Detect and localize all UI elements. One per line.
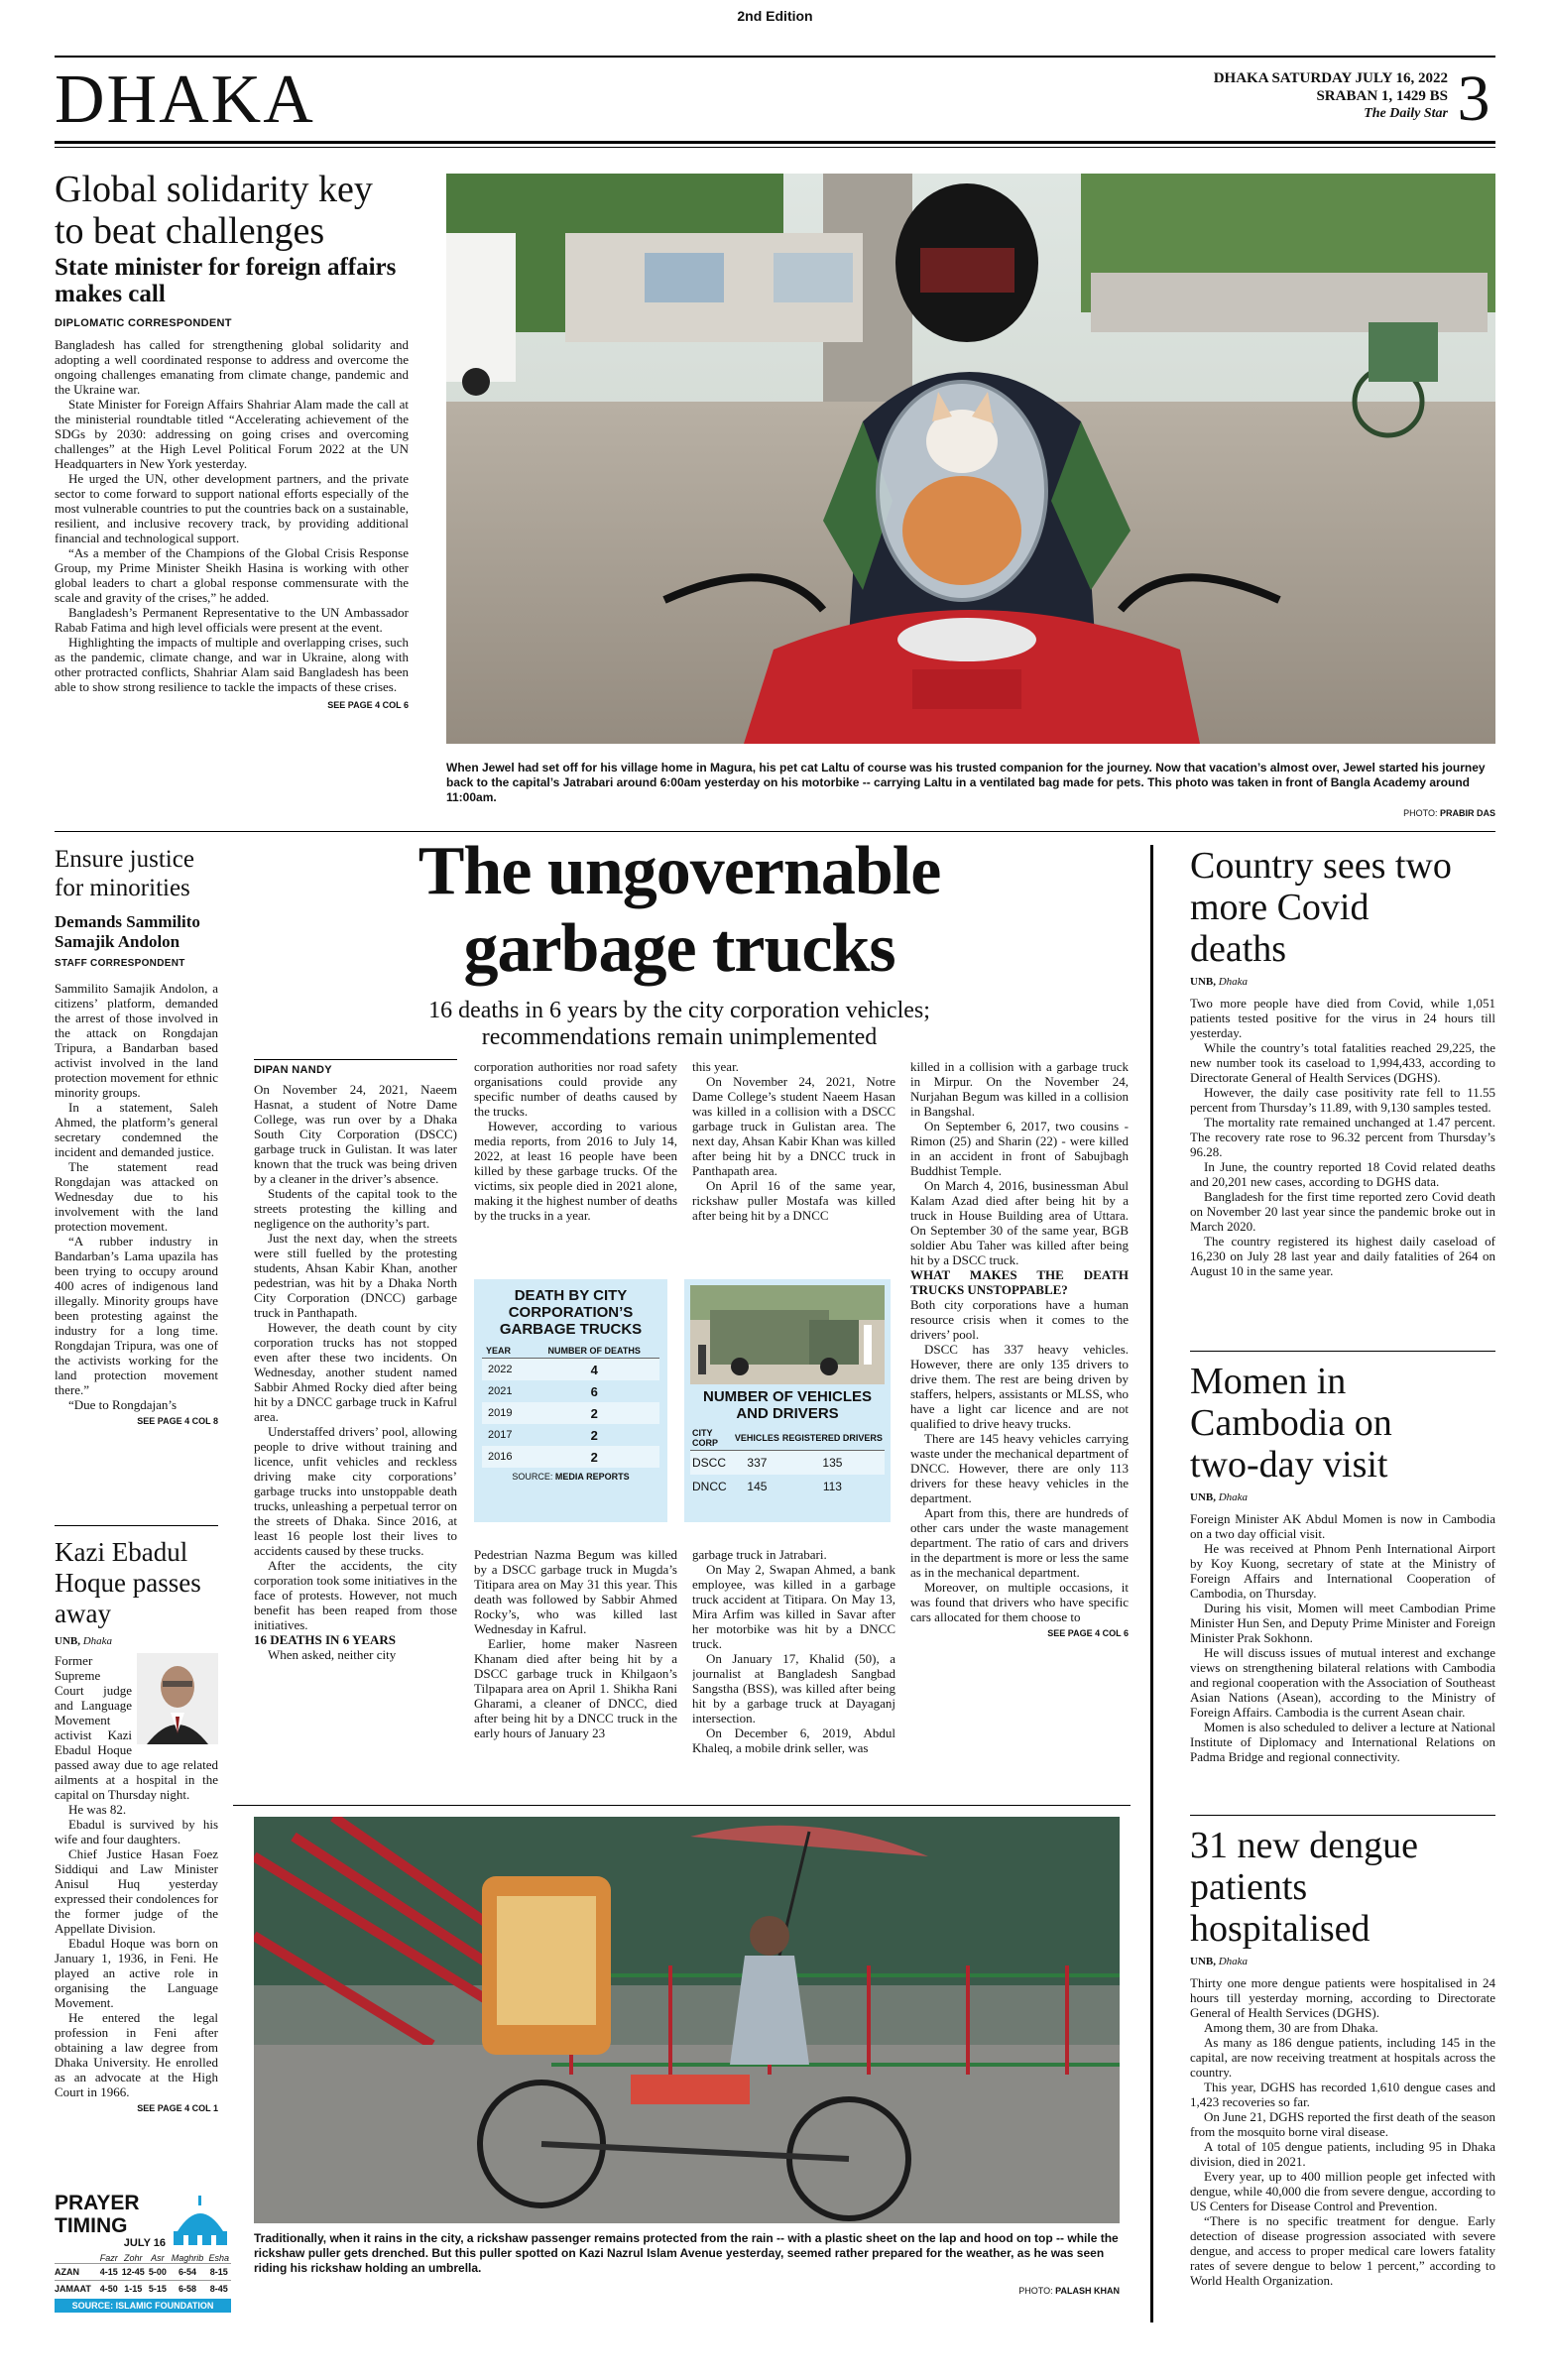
paragraph: On April 16 of the same year, rickshaw puller Mostafa was killed after being hit by a DNCC <box>692 1178 895 1223</box>
year-cell: 2016 <box>488 1451 513 1463</box>
column-rule <box>55 1525 218 1526</box>
photo-caption-bottom <box>254 2231 1120 2279</box>
paragraph: He was received at Phnom Penh International Airport by Koy Kuong, secretary of state at the Ministry of Foreign Affairs and International Cooperation of Cambodia, on Thursday. <box>1190 1541 1495 1601</box>
deck-line: 16 deaths in 6 years by the city corporation vehicles; <box>428 998 930 1023</box>
masthead-bottom-rule-thin <box>55 147 1495 148</box>
deck-line: recommendations remain unimplemented <box>481 1024 878 1050</box>
paragraph: In June, the country reported 18 Covid related deaths and 20,201 new cases, according to DGHS data. <box>1190 1159 1495 1189</box>
prayer-header-cell: Asr <box>151 2253 165 2263</box>
prayer-cell: 8-15 <box>209 2267 228 2277</box>
masthead-bottom-rule <box>55 141 1495 144</box>
story-byline <box>1190 1491 1495 1503</box>
garbage-col-3-bottom <box>692 1547 895 1785</box>
column-rule <box>1190 1815 1495 1816</box>
value-cell: 145 <box>747 1480 768 1493</box>
garbage-col-2-bottom <box>474 1547 677 1785</box>
credit-name: PALASH KHAN <box>1055 2286 1120 2296</box>
prayer-cell: 4-15 <box>99 2267 118 2277</box>
edition-label: 2nd Edition <box>737 8 813 24</box>
garbage-headline[interactable] <box>238 833 1121 988</box>
paragraph: Apart from this, there are hundreds of other cars under the waste management department. The ratio of cars and drivers in the department is more or less the same as in the mechanical department. <box>910 1505 1129 1580</box>
prayer-title-2: TIMING <box>55 2214 128 2237</box>
story-body <box>55 981 218 1412</box>
byline-place: Dhaka <box>1218 1491 1249 1503</box>
prayer-cell: AZAN <box>55 2267 79 2277</box>
prayer-row <box>55 2264 231 2281</box>
rickshaw-image <box>254 1817 1120 2223</box>
prayer-header-row <box>55 2253 231 2264</box>
paragraph: State Minister for Foreign Affairs Shahriar Alam made the call at the ministerial roundtable titled “Accelerating achievement of the SDGs by 2030: addressing on going crises and overcoming challenges” at the High Level Political Forum 2022 at the UN Headquarters in New York yesterday. <box>55 397 409 471</box>
story-byline <box>1190 976 1495 988</box>
paragraph: On March 4, 2016, businessman Abul Kalam Azad died after being hit by a truck in House Building area of Uttara. On September 30 of the same year, BGB soldier Abu Taher was killed after being hit by a DSCC truck. <box>910 1178 1129 1267</box>
vehicles-table-title: NUMBER OF VEHICLES AND DRIVERS <box>702 1388 872 1422</box>
byline-agency: UNB, <box>1190 1491 1216 1503</box>
story-body <box>910 1059 1129 1624</box>
headline-line: The ungovernable <box>417 833 941 909</box>
photo-credit-top <box>1289 808 1495 818</box>
story-headline[interactable]: Ensure justice for minorities <box>55 846 194 901</box>
deaths-table-header <box>482 1344 659 1359</box>
deaths-table-row <box>482 1424 659 1446</box>
date-block <box>1091 69 1448 123</box>
paragraph: A total of 105 dengue patients, including 95 in Dhaka division, died in 2021. <box>1190 2139 1495 2169</box>
paragraph: He was 82. <box>68 1802 127 1817</box>
value-cell: 337 <box>747 1456 768 1470</box>
column-rule-vertical <box>1150 845 1153 2322</box>
section-rule <box>55 831 1495 832</box>
prayer-cell: 8-45 <box>209 2284 228 2294</box>
story-subheading: 16 DEATHS IN 6 YEARS <box>254 1632 397 1647</box>
garbage-deck <box>238 998 1121 1051</box>
prayer-header-cell: Fazr <box>99 2253 118 2263</box>
deaths-table <box>482 1344 659 1468</box>
byline-place: Dhaka <box>1218 1956 1249 1967</box>
story-headline[interactable]: Country sees two more Covid deaths <box>1190 845 1452 970</box>
caption-text: When Jewel had set off for his village home in Magura, his pet cat Laltu of course was his trusted companion for the journey. Now that vacation’s almost over, Jewel started his journey back to the capital’s Jatrabari around 6:00am yesterday on his motorbike -- carrying Laltu in a ventilated bag made for pets. This photo was taken in front of Bangla Academy around 11:00am. <box>446 761 1486 804</box>
paragraph: On September 6, 2017, two cousins - Rimon (25) and Sharin (22) - were killed in an accident in front of Sabujbagh Buddhist Temple. <box>910 1119 1129 1178</box>
paragraph: On November 24, 2021, Notre Dame College’s student Naeem Hasan was killed in a collision with a DSCC garbage truck in Gulistan area. The next day, Ahsan Kabir Khan was killed after being hit by a DNCC truck in Panthapath area. <box>692 1074 895 1178</box>
paragraph: “As a member of the Champions of the Global Crisis Response Group, my Prime Minister Sheikh Hasina is working with other global leaders to chart a global response commensurate with the scale and gravity of the crises,” he added. <box>55 545 409 605</box>
byline-agency: UNB, <box>1190 976 1216 988</box>
continuation-link[interactable]: SEE PAGE 4 COL 1 <box>137 2103 218 2113</box>
header-cell: REGISTERED DRIVERS <box>781 1433 883 1443</box>
paragraph: Highlighting the impacts of multiple and overlapping crises, such as the pandemic, climate change, and war in Ukraine, along with other protracted conflicts, Shahriar Alam said Bangladesh has been able to show strong resilience to tackle the impacts of these crises. <box>55 635 409 694</box>
bengali-date-line: SRABAN 1, 1429 BS <box>1316 88 1448 104</box>
paragraph: Foreign Minister AK Abdul Momen is now in Cambodia on a two day official visit. <box>1190 1511 1495 1541</box>
vehicles-table-box <box>684 1279 891 1522</box>
paragraph: However, the death count by city corporation trucks has not stopped even after these two incidents. On Wednesday, another student named Sabbir Ahmed Rocky died after being hit by a DNCC garbage truck in Kafrul area. <box>254 1320 457 1424</box>
paragraph: DSCC has 337 heavy vehicles. However, there are only 135 drivers to drive them. The rest are being driven by staffers, helpers, assistants or MLSS, who have a light car licence and are not qualified to drive heavy trucks. <box>910 1342 1129 1431</box>
story-body <box>1190 996 1495 1278</box>
paragraph: Understaffed drivers’ pool, allowing people to drive without training and licence, unfit vehicles and reckless driving make city corporations’ garbage trucks into unstoppable death trucks, unleashing a perpetual terror on the streets of Dhaka. Since 2016, at least 16 people lost their lives to accidents caused by these trucks. <box>254 1424 457 1558</box>
paragraph: “There is no specific treatment for dengue. Early detection of disease progression associated with severe dengue, and access to proper medical care lowers fatality rates of severe dengue to below 1 percent,” according to World Health Organization. <box>1190 2213 1495 2288</box>
paragraph: “Due to Rongdajan’s <box>68 1397 178 1412</box>
paragraph: Earlier, home maker Nasreen Khanam died after being hit by a DSCC garbage truck in Khilgaon’s Tilpapara area on April 1. Shikha Rani Gharami, a cleaner of DNCC, died after being hit by a DNCC truck in the early hours of January 23 <box>474 1636 677 1740</box>
story-dengue <box>1190 1825 1495 2340</box>
paragraph: On January 17, Khalid (50), a journalist at Bangladesh Sangbad Sangstha (BSS), was killed after being hit by a garbage truck at Dayaganj intersection. <box>692 1651 895 1726</box>
prayer-cell: JAMAAT <box>55 2284 91 2294</box>
vehicles-table-header <box>690 1426 885 1451</box>
corp-cell: DSCC <box>692 1456 727 1470</box>
paragraph: corporation authorities nor road safety organisations could provide any specific number of deaths caused by the trucks. <box>474 1059 677 1119</box>
continuation-link[interactable]: SEE PAGE 4 COL 6 <box>327 700 409 710</box>
photo-rickshaw-umbrella <box>254 1817 1120 2223</box>
year-cell: 2019 <box>488 1407 513 1419</box>
paragraph: Former Supreme Court judge and Language Movement activist Kazi Ebadul Hoque passed away due to age related ailments at a hospital in the capital on Thursday night. <box>55 1653 218 1802</box>
headline-line: garbage trucks <box>463 910 895 987</box>
date-line: DHAKA SATURDAY JULY 16, 2022 <box>1213 70 1448 86</box>
photo-caption-top <box>446 761 1495 810</box>
garbage-col-1 <box>254 1059 457 1783</box>
garbage-truck-image <box>690 1285 885 1384</box>
paragraph: killed in a collision with a garbage truck in Mirpur. On the November 24, Nurjahan Begum was killed in a collision in Bangshal. <box>910 1059 1129 1119</box>
garbage-col-4 <box>910 1059 1129 1793</box>
paragraph: Ebadul Hoque was born on January 1, 1936, in Feni. He played an active role in organising the Language Movement. <box>55 1936 218 2010</box>
paragraph: When asked, neither city <box>268 1647 397 1662</box>
deaths-cell: 2 <box>590 1427 598 1443</box>
paragraph: Both city corporations have a human resource crisis when it comes to the drivers’ pool. <box>910 1297 1129 1342</box>
story-subhead: State minister for foreign affairs makes call <box>55 254 397 307</box>
page-number: 3 <box>1457 62 1490 135</box>
paragraph: He will discuss issues of mutual interest and exchange views on strengthening bilateral relations with Cambodia and regional cooperation with the Association of Southeast Asian Nations (Asean), according to the Ministry of Foreign Affairs. Cambodia is the current Asean chair. <box>1190 1645 1495 1720</box>
byline-place: Dhaka <box>1218 976 1249 988</box>
paragraph: He urged the UN, other development partners, and the private sector to come forward to support national efforts especially of the most vulnerable countries to put the countries back on a sustainable, resilient, and inclusive recovery track, by providing additional financial and technological support. <box>55 471 409 545</box>
motorbike-cat-image <box>446 174 1495 744</box>
paragraph: garbage truck in Jatrabari. <box>692 1547 827 1562</box>
vehicles-table-row <box>690 1475 885 1498</box>
paragraph: Chief Justice Hasan Foez Siddiqui and Law Minister Anisul Huq yesterday expressed their condolences for the former judge of the Appellate Division. <box>55 1846 218 1936</box>
story-headline[interactable]: Kazi Ebadul Hoque passes away <box>55 1537 201 1628</box>
prayer-date: JULY 16 <box>123 2237 166 2249</box>
prayer-cell: 12-45 <box>121 2267 145 2277</box>
story-byline <box>1190 1956 1495 1967</box>
portrait-photo <box>137 1653 218 1744</box>
story-headline[interactable]: Momen in Cambodia on two-day visit <box>1190 1361 1392 1486</box>
paragraph: However, according to various media reports, from 2016 to July 14, 2022, at least 16 people have been killed by these garbage trucks. Of the victims, six people died in 2021 alone, making it the highest number of deaths by the trucks in a year. <box>474 1119 677 1223</box>
story-subheading: WHAT MAKES THE DEATH TRUCKS UNSTOPPABLE? <box>910 1267 1129 1297</box>
story-body <box>1190 1511 1495 1764</box>
story-momen <box>1190 1361 1495 1817</box>
paragraph: Every year, up to 400 million people get infected with dengue, while 40,000 die from severe dengue, according to US Centers for Disease Control and Prevention. <box>1190 2169 1495 2213</box>
story-body <box>55 1653 218 2099</box>
prayer-header-cell: Zohr <box>124 2253 143 2263</box>
paragraph: Sammilito Samajik Andolon, a citizens’ platform, demanded the arrest of those involved in the attack on Rongdajan Tripura, a Bandarban based activist involved in the land protection movement for ethnic minority groups. <box>55 981 218 1100</box>
deaths-cell: 2 <box>590 1405 598 1421</box>
header-cell: VEHICLES <box>734 1433 779 1443</box>
story-byline: STAFF CORRESPONDENT <box>55 958 185 969</box>
corp-cell: DNCC <box>692 1480 727 1493</box>
paragraph: “A rubber industry in Bandarban’s Lama upazila has been trying to occupy around 400 acres of indigenous land illegally. Minority groups have been protesting against the industry for a long time. Rongdajan Tripura, was one of the activists working for the land protection movement there.” <box>55 1234 218 1397</box>
paragraph: As many as 186 dengue patients, including 145 in the capital, are now receiving treatment at hospitals across the country. <box>1190 2035 1495 2080</box>
credit-label: PHOTO: <box>1403 808 1438 818</box>
prayer-row <box>55 2281 231 2298</box>
paragraph: Two more people have died from Covid, while 1,051 patients tested positive for the virus in 24 hours till yesterday. <box>1190 996 1495 1040</box>
paragraph: On November 24, 2021, Naeem Hasnat, a student of Notre Dame College, was run over by a Dhaka South City Corporation (DSCC) garbage truck in Gulistan. It was later known that the truck was being driven by a cleaner in the driver’s absence. <box>254 1082 457 1186</box>
prayer-cell: 5-00 <box>148 2267 167 2277</box>
paragraph: Moreover, on multiple occasions, it was found that drivers who have specific cars allocated for them choose to <box>910 1580 1129 1624</box>
header-cell: CITY CORP <box>692 1428 719 1448</box>
caption-text: Traditionally, when it rains in the city, a rickshaw passenger remains protected from the rain -- with a plastic sheet on the lap and hood on top -- while the rickshaw puller gets drenched. But this puller spotted on Kazi Nazrul Islam Avenue yesterday, seemed rather prepared for the weather, as he was seen riding his rickshaw holding an umbrella. <box>254 2231 1119 2275</box>
year-cell: 2022 <box>488 1364 513 1375</box>
story-body <box>55 337 409 694</box>
paragraph: The country registered its highest daily caseload of 16,230 on July 28 last year and daily fatalities of 264 on August 10 in the same year. <box>1190 1234 1495 1278</box>
paper-name: The Daily Star <box>1364 106 1448 121</box>
paragraph: The statement read Rongdajan was attacked on Wednesday due to his involvement with the land protection movement. <box>55 1159 218 1234</box>
section-title: DHAKA <box>55 61 315 138</box>
section-rule <box>233 1805 1131 1806</box>
value-cell: 135 <box>822 1456 843 1470</box>
deaths-table-row <box>482 1359 659 1381</box>
story-subhead: Demands Sammilito Samajik Andolon <box>55 912 200 951</box>
garbage-col-2-top <box>474 1059 677 1287</box>
deaths-cell: 4 <box>590 1362 598 1377</box>
story-byline: DIPLOMATIC CORRESPONDENT <box>55 317 232 329</box>
prayer-cell: 6-58 <box>179 2284 197 2294</box>
prayer-cell: 5-15 <box>148 2284 167 2294</box>
deaths-cell: 6 <box>590 1383 598 1399</box>
story-covid <box>1190 845 1495 1341</box>
prayer-table <box>55 2253 231 2297</box>
continuation-link[interactable]: SEE PAGE 4 COL 6 <box>1047 1628 1129 1638</box>
paragraph: On June 21, DGHS reported the first death of the season from the mosquito borne viral disease. <box>1190 2109 1495 2139</box>
column-rule <box>1190 1351 1495 1352</box>
deaths-table-row <box>482 1402 659 1424</box>
prayer-timing-box <box>55 2192 231 2342</box>
prayer-cell: 6-54 <box>179 2267 197 2277</box>
paragraph: After the accidents, the city corporation took some initiatives in the face of protests. However, not much benefit has been reaped from those initiatives. <box>254 1558 457 1632</box>
story-ebadul <box>55 1537 218 2192</box>
story-byline <box>55 1635 218 1647</box>
mosque-icon <box>170 2192 231 2249</box>
deaths-table-source <box>482 1472 659 1482</box>
byline-agency: UNB, <box>1190 1956 1216 1967</box>
paragraph: While the country’s total fatalities reached 29,225, the new number took its caseload to 1,994,433, according to Directorate General of Health Services (DGHS). <box>1190 1040 1495 1085</box>
deaths-cell: 2 <box>590 1449 598 1465</box>
source-label: SOURCE: <box>512 1472 553 1482</box>
paragraph: Students of the capital took to the streets protesting the killing and negligence on the authority’s part. <box>254 1186 457 1231</box>
prayer-title: PRAYER <box>55 2192 140 2214</box>
paragraph: this year. <box>692 1059 739 1074</box>
paragraph: He entered the legal profession in Feni after obtaining a law degree from Dhaka University. He enrolled as an advocate at the High Court in 1966. <box>55 2010 218 2099</box>
photo-motorbike-cat <box>446 174 1495 744</box>
paragraph: On May 2, Swapan Ahmed, a bank employee, was killed in a garbage truck accident at Titipara. On May 13, Mira Arfim was killed in Savar after her motorbike was hit by a DNCC truck. <box>692 1562 895 1651</box>
garbage-col-3-top <box>692 1059 895 1287</box>
story-minorities <box>55 845 218 1519</box>
prayer-source: SOURCE: ISLAMIC FOUNDATION <box>55 2299 231 2313</box>
story-solidarity <box>55 169 409 823</box>
deaths-table-box <box>474 1279 667 1522</box>
paragraph: In a statement, Saleh Ahmed, the platform’s general secretary condemned the incident and demanded justice. <box>55 1100 218 1159</box>
value-cell: 113 <box>822 1480 842 1493</box>
paragraph: Thirty one more dengue patients were hospitalised in 24 hours till yesterday morning, according to Directorate General of Health Services (DGHS). <box>1190 1975 1495 2020</box>
deaths-table-row <box>482 1446 659 1468</box>
prayer-header-cell: Esha <box>208 2253 229 2263</box>
prayer-header-cell: Maghrib <box>171 2253 204 2263</box>
header-year: YEAR <box>486 1346 512 1356</box>
paragraph: On December 6, 2019, Abdul Khaleq, a mobile drink seller, was <box>692 1726 895 1755</box>
header-deaths: NUMBER OF DEATHS <box>547 1346 641 1356</box>
prayer-cell: 1-15 <box>124 2284 143 2294</box>
story-headline[interactable]: Global solidarity key to beat challenges <box>55 169 373 252</box>
paragraph: During his visit, Momen will meet Cambodian Prime Minister Hun Sen, and Deputy Prime Minister and Foreign Minister Prak Sokhonn. <box>1190 1601 1495 1645</box>
paragraph: Among them, 30 are from Dhaka. <box>1204 2020 1378 2035</box>
byline-agency: UNB, <box>55 1635 80 1647</box>
credit-label: PHOTO: <box>1018 2286 1053 2296</box>
paragraph: There are 145 heavy vehicles carrying waste under the mechanical department of DNCC. However, there are only 113 drivers for these heavy vehicles in the department. <box>910 1431 1129 1505</box>
story-headline[interactable]: 31 new dengue patients hospitalised <box>1190 1825 1419 1950</box>
story-body <box>1190 1975 1495 2288</box>
deaths-table-title: DEATH BY CITY CORPORATION’S GARBAGE TRUCKS <box>499 1287 643 1338</box>
vehicles-table <box>690 1426 885 1498</box>
paragraph: This year, DGHS has recorded 1,610 dengue cases and 1,423 recoveries so far. <box>1190 2080 1495 2109</box>
source-name: MEDIA REPORTS <box>554 1472 630 1482</box>
paragraph: Bangladesh’s Permanent Representative to the UN Ambassador Rabab Fatima and high level officials were present at the event. <box>55 605 409 635</box>
portrait-image <box>137 1653 218 1744</box>
story-body <box>254 1082 457 1662</box>
paragraph: However, the daily case positivity rate fell to 11.55 percent from Thursday’s 11.89, with 9,130 samples tested. <box>1190 1085 1495 1115</box>
masthead-top-rule <box>55 56 1495 58</box>
vehicles-table-row <box>690 1451 885 1476</box>
paragraph: Bangladesh for the first time reported zero Covid death on November 20 last year since the pandemic broke out in March 2020. <box>1190 1189 1495 1234</box>
prayer-header-cell <box>55 2253 98 2264</box>
year-cell: 2017 <box>488 1429 513 1441</box>
deaths-table-row <box>482 1380 659 1402</box>
photo-credit-bottom <box>912 2286 1120 2296</box>
paragraph: Just the next day, when the streets were still fuelled by the protesting students, Ahsan Kabir Khan, another pedestrian, was hit by a Dhaka North City Corporation (DNCC) garbage truck in Panthapath. <box>254 1231 457 1320</box>
paragraph: The mortality rate remained unchanged at 1.47 percent. The recovery rate rose to 96.32 percent from Thursday’s 96.28. <box>1190 1115 1495 1159</box>
paragraph: Momen is also scheduled to deliver a lecture at National Institute of Diplomacy and International Relations on Padma Bridge and regional connectivity. <box>1190 1720 1495 1764</box>
prayer-cell: 4-50 <box>99 2284 118 2294</box>
paragraph: Bangladesh has called for strengthening global solidarity and adopting a well coordinated response to address and overcome the ongoing challenges emanating from climate change, pandemic and the Ukraine war. <box>55 337 409 397</box>
credit-name: PRABIR DAS <box>1439 808 1495 818</box>
byline-place: Dhaka <box>82 1635 113 1647</box>
paragraph: Pedestrian Nazma Begum was killed by a DSCC garbage truck in Mugda’s Titipara area on May 31 this year. This death was followed by Sabbir Ahmed Rocky’s, who was killed last Wednesday in Kafrul. <box>474 1547 677 1636</box>
year-cell: 2021 <box>488 1385 513 1397</box>
story-byline: DIPAN NANDY <box>254 1059 457 1076</box>
continuation-link[interactable]: SEE PAGE 4 COL 8 <box>137 1416 218 1426</box>
paragraph: Ebadul is survived by his wife and four daughters. <box>55 1817 218 1846</box>
